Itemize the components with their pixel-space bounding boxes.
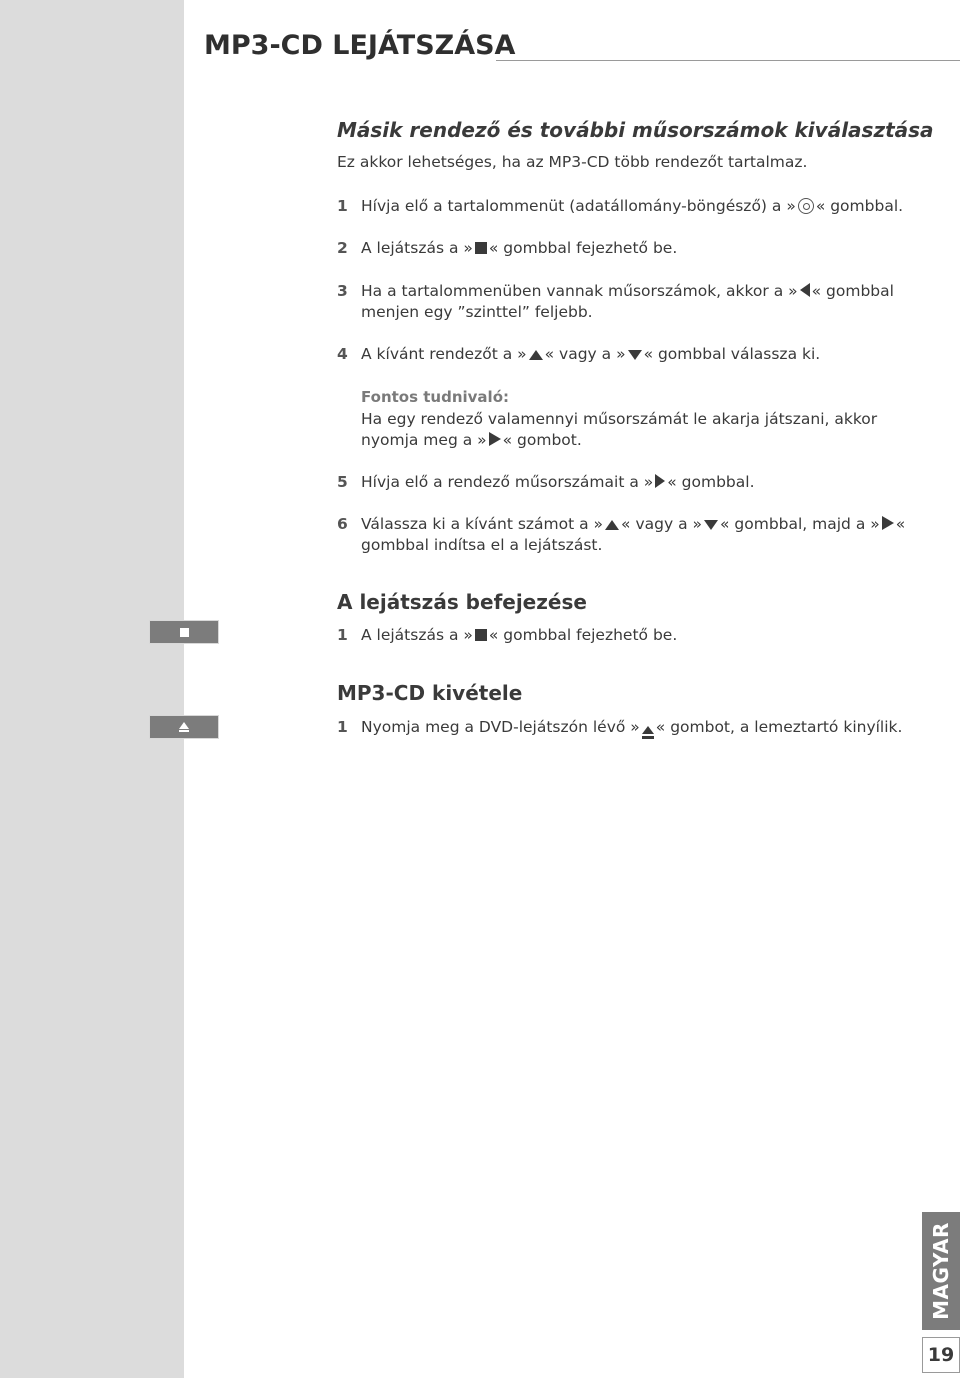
play-icon <box>882 516 894 530</box>
step-4 <box>337 344 912 365</box>
note-text: Ha egy rendező valamennyi műsorszámát le akarja játszani, akkor nyomja meg a » « gombot. <box>361 410 878 449</box>
step-text: Válassza ki a kívánt számot a » « vagy a » « gombbal, majd a » « gombbal indítsa el a lejátszást. <box>361 515 906 554</box>
left-margin-band <box>0 0 184 1378</box>
step-number: 1 <box>337 626 348 644</box>
section-heading-stop-playback: A lejátszás befejezése <box>337 590 587 614</box>
step-number: 1 <box>337 197 348 215</box>
step-6 <box>337 514 912 556</box>
step-1 <box>337 196 912 217</box>
step-number: 5 <box>337 473 348 491</box>
up-arrow-icon <box>605 520 619 530</box>
stop-icon <box>475 629 487 641</box>
up-arrow-icon <box>529 350 543 360</box>
eject-button-illustration <box>150 716 218 738</box>
note-title: Fontos tudnivaló: <box>361 388 510 406</box>
step-text: Hívja elő a tartalommenüt (adatállomány-böngésző) a » « gombbal. <box>361 197 904 215</box>
eject-icon <box>642 726 654 739</box>
stop-icon <box>475 242 487 254</box>
section-heading-eject-disc: MP3-CD kivétele <box>337 681 523 705</box>
step-5 <box>337 472 912 493</box>
step-text: A lejátszás a » « gombbal fejezhető be. <box>361 239 678 257</box>
step-number: 4 <box>337 345 348 363</box>
stop-icon <box>180 628 189 637</box>
eject-step-1 <box>337 717 912 739</box>
page-number: 19 <box>922 1337 960 1373</box>
language-label: MAGYAR <box>929 1222 953 1320</box>
page-title: MP3-CD LEJÁTSZÁSA <box>204 30 516 61</box>
step-text: Ha a tartalommenüben vannak műsorszámok, akkor a » « gombbal menjen egy ”szinttel” feljebb. <box>361 282 894 321</box>
disc-icon <box>798 198 814 214</box>
step-number: 6 <box>337 515 348 533</box>
language-tab <box>922 1212 960 1330</box>
step-text: Nyomja meg a DVD-lejátszón lévő » « gombot, a lemeztartó kinyílik. <box>361 717 912 739</box>
down-arrow-icon <box>704 520 718 530</box>
title-rule <box>496 60 960 61</box>
step-number: 3 <box>337 282 348 300</box>
section-heading-select-folder: Másik rendező és további műsorszámok kiválasztása <box>337 118 934 142</box>
step-text: Hívja elő a rendező műsorszámait a » « gombbal. <box>361 473 755 491</box>
right-arrow-icon <box>655 474 665 488</box>
step-text: A kívánt rendezőt a » « vagy a » « gombbal válassza ki. <box>361 345 821 363</box>
step-text: A lejátszás a » « gombbal fejezhető be. <box>361 626 678 644</box>
down-arrow-icon <box>628 350 642 360</box>
step-number: 1 <box>337 718 348 736</box>
eject-icon <box>179 722 189 732</box>
intro-text: Ez akkor lehetséges, ha az MP3-CD több rendezőt tartalmaz. <box>337 153 808 171</box>
stop-step-1 <box>337 625 912 646</box>
step-3 <box>337 281 912 323</box>
stop-button-illustration <box>150 621 218 643</box>
play-icon <box>489 432 501 446</box>
step-number: 2 <box>337 239 348 257</box>
step-2 <box>337 238 912 259</box>
left-arrow-icon <box>800 283 810 297</box>
